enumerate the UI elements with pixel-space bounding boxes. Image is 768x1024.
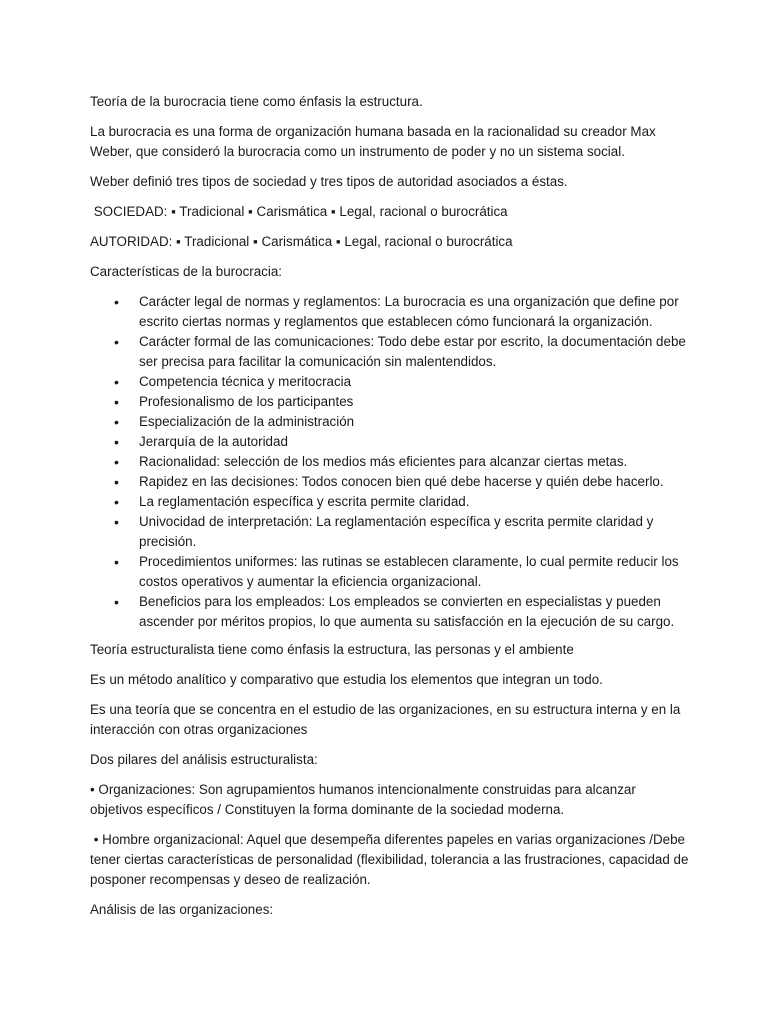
- list-item: • Profesionalismo de los participantes: [90, 392, 690, 412]
- paragraph-burocracia-definition: La burocracia es una forma de organización humana basada en la racionalidad su creador Max Weber, que consideró la burocracia como un instrumento de poder y no un sistema social.: [90, 124, 656, 159]
- paragraph-hombre-organizacional: • Hombre organizacional: Aquel que desempeña diferentes papeles en varias organizaciones /Debe tener ciertas características de personalidad (flexibilidad, tolerancia a las frustraciones, capacidad de posponer recompensas y deseo de realización.: [90, 832, 693, 887]
- paragraph-analisis-organizaciones: Análisis de las organizaciones:: [90, 902, 274, 917]
- list-item: • Carácter legal de normas y reglamentos: La burocracia es una organización que define por escrito ciertas normas y reglamentos que establecen cómo funcionará la organización.: [90, 292, 690, 332]
- list-item: • Carácter formal de las comunicaciones: Todo debe estar por escrito, la documentación debe ser precisa para facilitar la comunicación sin malentendidos.: [90, 332, 690, 372]
- paragraph-sociedad: SOCIEDAD: ▪ Tradicional ▪ Carismática ▪ Legal, racional o burocrática: [90, 204, 508, 219]
- paragraph-burocracia-title: Teoría de la burocracia tiene como énfasis la estructura.: [90, 94, 423, 109]
- paragraph-caracteristicas-heading: Características de la burocracia:: [90, 264, 283, 279]
- paragraph-dos-pilares: Dos pilares del análisis estructuralista:: [90, 752, 318, 767]
- document-page: [90, 92, 693, 930]
- paragraph-estructuralista-title: Teoría estructuralista tiene como énfasis la estructura, las personas y el ambiente: [90, 642, 574, 657]
- list-item: • Competencia técnica y meritocracia: [90, 372, 690, 392]
- list-item: • Racionalidad: selección de los medios más eficientes para alcanzar ciertas metas.: [90, 452, 690, 472]
- paragraph-autoridad: AUTORIDAD: ▪ Tradicional ▪ Carismática ▪ Legal, racional o burocrática: [90, 234, 513, 249]
- list-item: • Jerarquía de la autoridad: [90, 432, 690, 452]
- list-item: • La reglamentación específica y escrita permite claridad.: [90, 492, 690, 512]
- list-item: • Univocidad de interpretación: La reglamentación específica y escrita permite claridad y precisión.: [90, 512, 690, 552]
- list-item: • Procedimientos uniformes: las rutinas se establecen claramente, lo cual permite reducir los costos operativos y aumentar la eficiencia organizacional.: [90, 552, 690, 592]
- paragraph-weber-types: Weber definió tres tipos de sociedad y tres tipos de autoridad asociados a éstas.: [90, 174, 568, 189]
- paragraph-organizaciones: • Organizaciones: Son agrupamientos humanos intencionalmente construidas para alcanzar objetivos específicos / Constituyen la forma dominante de la sociedad moderna.: [90, 782, 636, 817]
- list-item: • Especialización de la administración: [90, 412, 690, 432]
- paragraph-metodo-analitico: Es un método analítico y comparativo que estudia los elementos que integran un todo.: [90, 672, 603, 687]
- caracteristicas-list: [90, 292, 690, 632]
- list-item: • Beneficios para los empleados: Los empleados se convierten en especialistas y pueden ascender por méritos propios, lo que aumenta su satisfacción en la ejecución de su cargo.: [90, 592, 690, 632]
- list-item: • Rapidez en las decisiones: Todos conocen bien qué debe hacerse y quién debe hacerlo.: [90, 472, 690, 492]
- paragraph-teoria-organizaciones: Es una teoría que se concentra en el estudio de las organizaciones, en su estructura interna y en la interacción con otras organizaciones: [90, 702, 681, 737]
